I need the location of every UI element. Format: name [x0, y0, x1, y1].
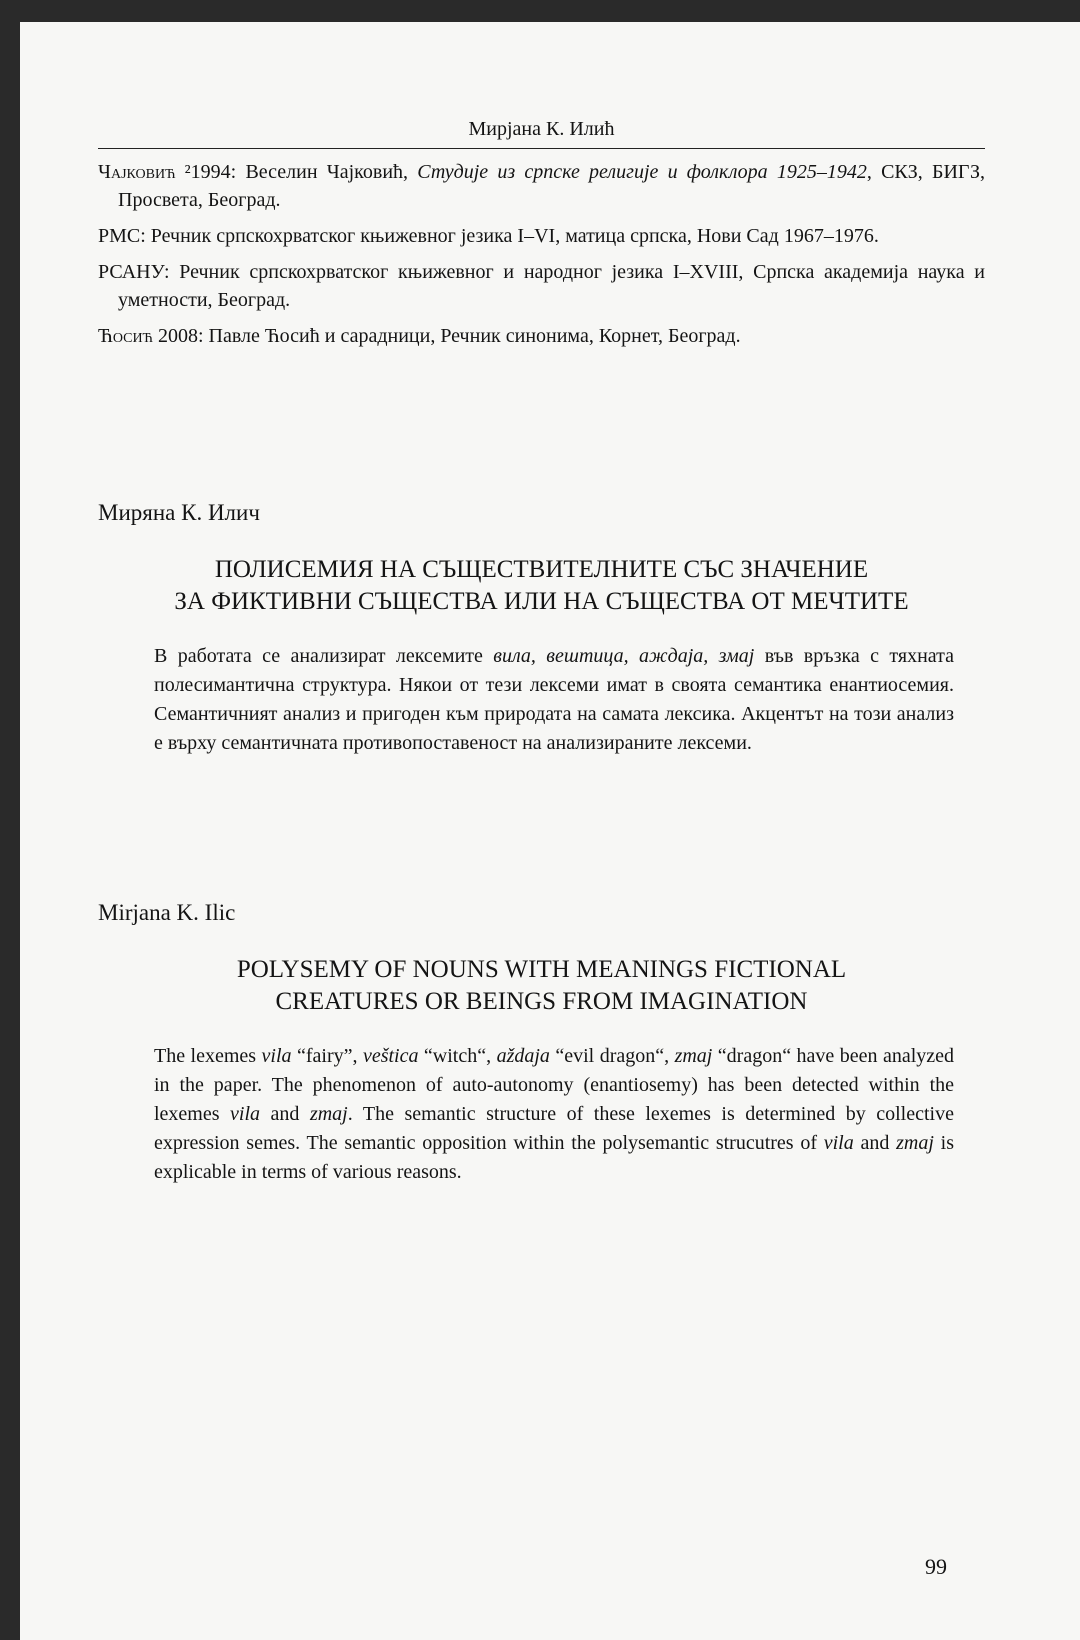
journal-page [20, 22, 1080, 1640]
reference-entry [98, 158, 985, 214]
text-run: is explicable in terms of various reasons. [154, 1132, 954, 1183]
text-run: and [853, 1132, 897, 1154]
text-run: . The semantic structure of these lexemes is determined by collective expression semes. The semantic opposition within the polysemantic strucutres of [154, 1103, 954, 1154]
text-run: “fairy”, [291, 1045, 363, 1067]
italic-term: zmaj [896, 1132, 934, 1154]
bulgarian-abstract [154, 642, 954, 758]
reference-entry [98, 258, 985, 314]
english-summary [98, 900, 985, 1187]
text-run: “evil dragon“, [549, 1045, 675, 1067]
reference-entry [98, 322, 985, 350]
text-run: РМС: Речник српскохрватског књижевног језика I–VI, матица српска, Нови Сад 1967–1976. [98, 225, 879, 247]
italic-term: Студије из српске религије и фолклора 1925–1942 [417, 161, 867, 183]
bulgarian-author: Миряна К. Илич [98, 500, 260, 525]
author-surname: Ћосић [98, 325, 153, 347]
english-title-line: CREATURES OR BEINGS FROM IMAGINATION [275, 988, 808, 1015]
italic-term: aždaja [496, 1045, 550, 1067]
english-title-line: POLYSEMY OF NOUNS WITH MEANINGS FICTIONAL [236, 956, 847, 983]
bulgarian-title [98, 554, 985, 618]
bulgarian-title-line: ЗА ФИКТИВНИ СЪЩЕСТВА ИЛИ НА СЪЩЕСТВА ОТ МЕЧТИТЕ [174, 588, 909, 615]
header-rule [98, 148, 985, 149]
english-author: Mirjana K. Ilic [98, 900, 236, 925]
text-run: В работата се анализират лексемите [154, 645, 494, 667]
text-run: and [260, 1103, 310, 1125]
reference-entry [98, 222, 985, 250]
text-run: “witch“, [418, 1045, 497, 1067]
text-run: ²1994: Веселин Чајковић, [175, 161, 418, 183]
text-run: 2008: Павле Ћосић и сарадници, Речник синонима, Корнет, Београд. [152, 325, 741, 347]
text-run: във връзка с тяхната полесимантична структура. Някои от тези лексеми имат в своята семантика енантиосемия. Семантичният анализ и пригоден към природата на самата лексика. Акцентът на този анализ е върху семантичната противопоставеност на анализираните лексеми. [154, 645, 954, 754]
bulgarian-title-line: ПОЛИСЕМИЯ НА СЪЩЕСТВИТЕЛНИТЕ СЪС ЗНАЧЕНИЕ [214, 556, 869, 583]
reference-list [98, 158, 985, 358]
italic-term: veštica [362, 1045, 419, 1067]
italic-term: zmaj [674, 1045, 713, 1067]
text-run: “dragon“ have been analyzed in the paper. The phenomenon of auto-autonomy (enantiosemy) has been detected within the lexemes [154, 1045, 955, 1125]
text-run: The lexemes [154, 1045, 262, 1067]
text-run: , СКЗ, БИГЗ, Просвета, Београд. [118, 161, 985, 211]
english-title [98, 954, 985, 1018]
italic-term: zmaj [309, 1103, 348, 1125]
author-surname: Чајковић [98, 161, 176, 183]
italic-term: вила, вештица, аждаја, змај [493, 645, 755, 667]
text-run: РСАНУ: Речник српскохрватског књижевног и народног језика I–XVIII, Српска академија наука и уметности, Београд. [98, 261, 985, 311]
italic-term: vila [261, 1045, 292, 1067]
bulgarian-summary [98, 500, 985, 758]
english-abstract [154, 1042, 954, 1187]
running-head: Мирјана К. Илић [468, 118, 615, 140]
italic-term: vila [230, 1103, 261, 1125]
page-number: 99 [925, 1554, 947, 1579]
italic-term: vila [823, 1132, 854, 1154]
